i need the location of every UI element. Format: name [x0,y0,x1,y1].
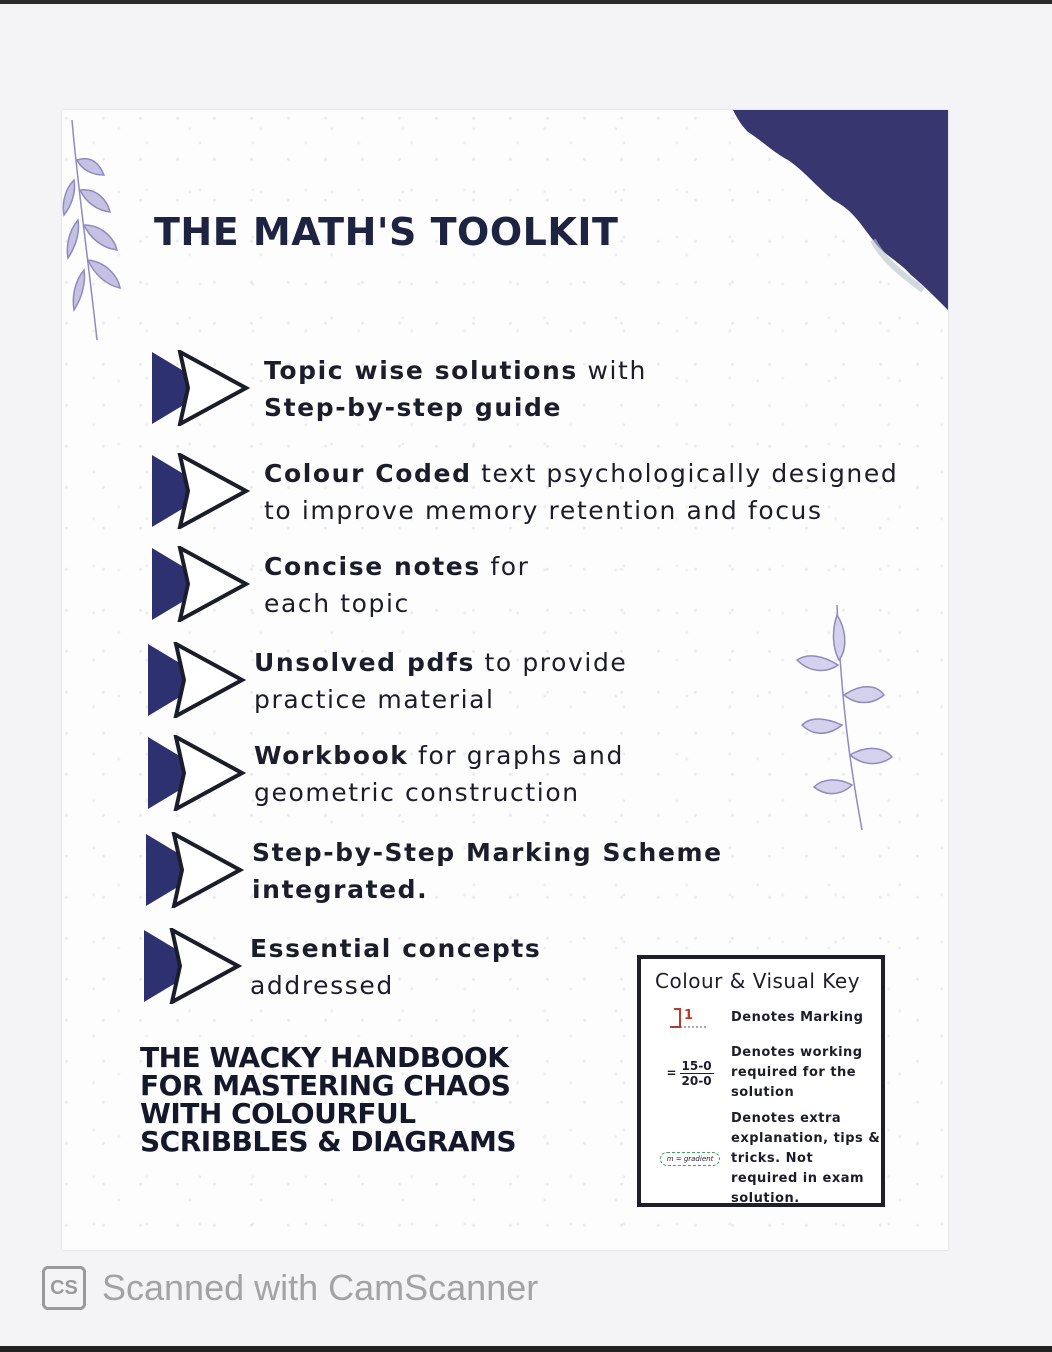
feature-item [146,642,627,718]
svg-text:1: 1 [684,1008,694,1023]
feature-text: Unsolved pdfs to provide practice material [254,648,628,714]
colour-visual-key [637,955,885,1207]
leaf-sprig-top-left [62,120,142,350]
feature-item [150,350,647,426]
feature-text: Topic wise solutions with Step-by-step guide [264,356,647,422]
marking-symbol-icon [649,1005,731,1031]
feature-text: Concise notes for each topic [264,552,530,618]
corner-ink-blob [733,110,948,310]
feature-item [150,546,530,622]
key-row-working: = $\frac{15-0}{20-0}$ Denotes working required for the solution [649,1043,863,1103]
scan-top-edge [0,0,1052,4]
feature-item [146,735,624,811]
key-title: Colour & Visual Key [655,969,861,993]
key-row-extra: m = gradient Denotes extra explanation, tips & tricks. Not required in exam solution. [649,1109,880,1209]
feature-text: Essential concepts addressed [250,934,542,1000]
double-arrow-icon [146,735,246,811]
working-fraction-icon: = $\frac{15-0}{20-0}$ [666,1058,712,1088]
double-arrow-icon [144,832,244,908]
feature-text: Colour Coded text psychologically designed to improve memory retention and focus [264,459,899,525]
feature-item [144,832,723,908]
page-title: THE MATH'S TOOLKIT [154,210,619,254]
watermark-text: Scanned with CamScanner [102,1267,539,1308]
leaf-sprig-right [792,605,912,835]
handbook-tagline: THE WACKY HANDBOOK FOR MASTERING CHAOS WITH COLOURFUL SCRIBBLES & DIAGRAMS [140,1041,516,1158]
key-row-marking: 1 Denotes Marking [649,1005,863,1031]
double-arrow-icon [150,453,250,529]
highlight-oval-icon: m = gradient [649,1152,731,1166]
toolkit-page [62,110,948,1250]
double-arrow-icon [150,546,250,622]
double-arrow-icon [142,928,242,1004]
feature-text: Step-by-Step Marking Scheme integrated. [252,838,723,904]
camscanner-watermark [42,1266,538,1310]
feature-item [150,453,898,529]
feature-text: Workbook for graphs and geometric construction [254,741,624,807]
camscanner-logo-icon: CS [42,1266,86,1310]
double-arrow-icon [150,350,250,426]
feature-item [142,928,541,1004]
scan-bottom-edge [0,1346,1052,1352]
double-arrow-icon [146,642,246,718]
